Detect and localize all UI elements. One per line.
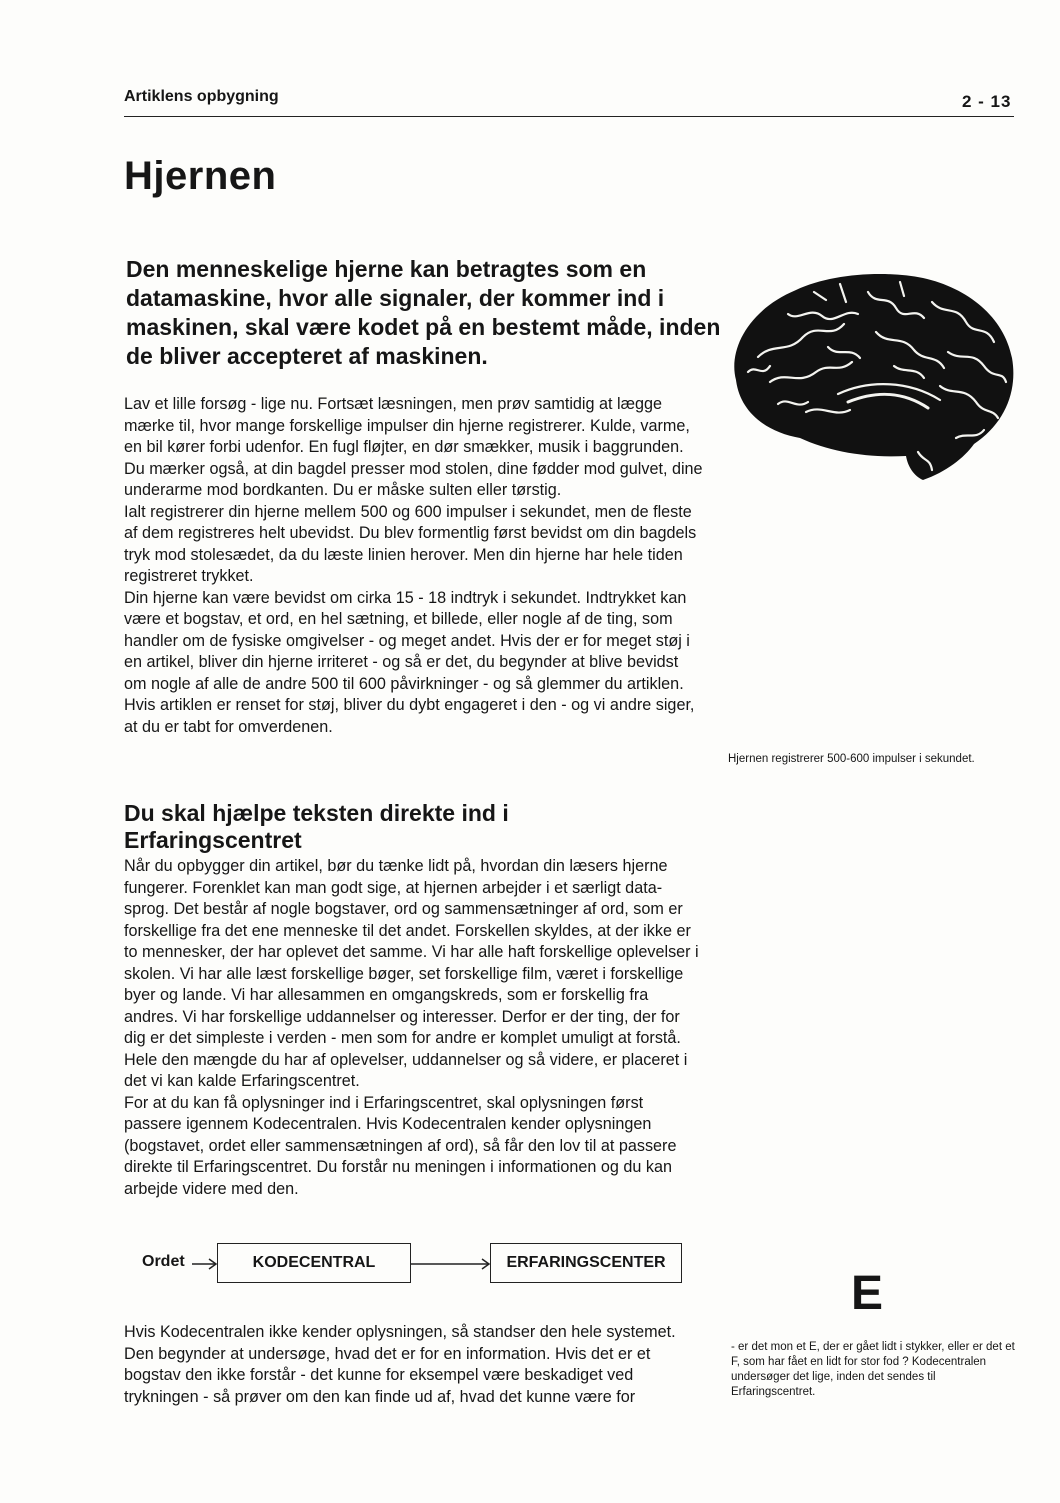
page-number: 2 - 13: [962, 92, 1012, 111]
lead-paragraph: Den menneskelige hjerne kan betragtes som en datamaskine, hvor alle signaler, der kommer ind i maskinen, skal være kodet på en bestemt måde, inden de bliver accepteret af maskinen.: [126, 256, 721, 369]
section-paragraph-3: For at du kan få oplysninger ind i Erfaringscentret, skal oplysningen først passere igennem Kodecentralen. Hvis Kodecentralen kender oplysningen (bogstavet, ordet eller sammensætningen af ord), så får den lov til at passere direkte til Erfaringscentret. Du forstår nu meningen i informationen og du kan arbejde videre med den.: [124, 1093, 677, 1198]
brain-caption: Hjernen registrerer 500-600 impulser i sekundet.: [728, 753, 975, 765]
erfaringscenter-box: ERFARINGSCENTER: [490, 1243, 682, 1283]
letter-caption: - er det mon et E, der er gået lidt i stykker, eller er det et F, som har fået en lidt for stor fod ? Kodecentralen undersøger det lige, inden det sendes til Erfaringscentret.: [731, 1341, 1015, 1398]
intro-paragraph-3: Din hjerne kan være bevidst om cirka 15 - 18 indtryk i sekundet. Indtrykket kan være et bogstav, et ord, en hel sætning, et billede, eller nogle af de ting, som handler om de fysiske omgivelser - og meget andet. Hvis der er for meget støj i en artikel, bliver din hjerne irriteret - og så er det, du begynder at blive bevidst om nogle af alle de andre 500 til 600 påvirkninger - og så glemmer du artiklen. Hvis artiklen er renset for støj, bliver du dybt engageret i den - og vi andre siger, at du er tabt for omverdenen.: [124, 588, 695, 736]
section-heading: Du skal hjælpe teksten direkte ind i Erfaringscentret: [124, 800, 509, 853]
section-paragraph-1: Når du opbygger din artikel, bør du tænke lidt på, hvordan din læsers hjerne fungerer. Forenklet kan man godt sige, at hjernen arbejder i et særligt data-sprog. Det består af nogle bogstaver, ord og sammensætninger af ord, som er forskellige fra det ene menneske til det andet. Forskellen skyldes, at der ikke er to mennesker, der har oplevet det samme. Vi har alle haft forskellige oplevelser i skolen. Vi har alle læst forskellige bøger, set forskellige film, været i forskellige byer og lande. Vi har allesammen en omgangskreds, som er forskellig fra andres. Vi har forskellige uddannelser og interesser. Derfor er der ting, der for dig er det simpleste i verden - men som for andre er komplet umuligt at forstå.: [124, 857, 699, 1047]
section-paragraph-2: Hele den mængde du har af oplevelser, uddannelser og så videre, er placeret i det vi kan kalde Erfaringscentret.: [124, 1050, 688, 1090]
flow-word: Ordet: [142, 1253, 185, 1270]
kodecentral-box: KODECENTRAL: [217, 1243, 411, 1283]
intro-paragraph-1: Lav et lille forsøg - lige nu. Fortsæt læsningen, men prøv samtidig at lægge mærke til, hvor mange forskellige impulser din hjerne registrerer. Kulde, varme, en bil kører forbi udenfor. En fugl fløjter, en dør smækker, musik i baggrunden. Du mærker også, at din bagdel presser mod stolen, dine fødder mod gulvet, dine underarme mod bordkanten. Du er måske sulten eller tørstig.: [124, 395, 703, 499]
broken-letter-example: E: [851, 1267, 884, 1320]
intro-paragraph-2: Ialt registrerer din hjerne mellem 500 og 600 impulser i sekundet, men de fleste af dem registreres helt ubevidst. Du blev formentlig først bevidst om din bagdels tryk mod stolesædet, da du læste linien herover. Men din hjerne har hele tiden registreret trykket.: [124, 502, 697, 585]
running-header-section: Artiklens opbygning: [124, 88, 279, 105]
page-title: Hjernen: [124, 154, 277, 198]
outro-paragraph: Hvis Kodecentralen ikke kender oplysningen, så standser den hele systemet. Den begynder at undersøge, hvad det er for en information. Hvis det er et bogstav den ikke forstår - det kunne for eksempel være beskadiget ved trykningen - så prøver om den kan finde ud af, hvad det kunne være for: [124, 1323, 676, 1406]
